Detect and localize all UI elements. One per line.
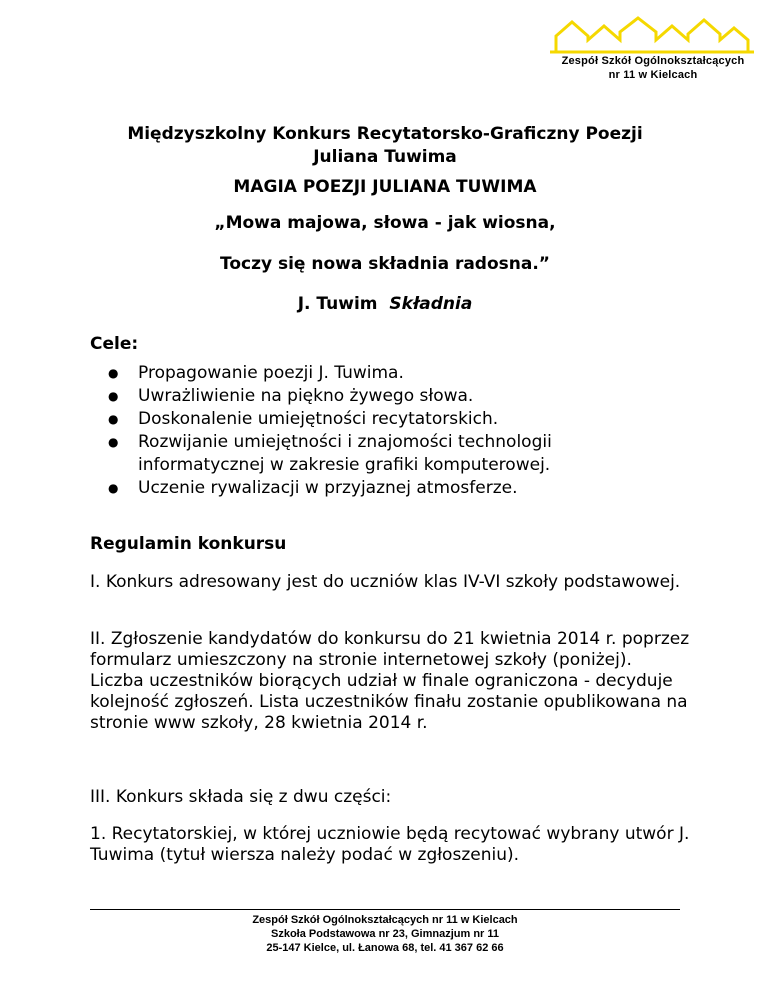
bullet-icon: ●	[108, 366, 119, 380]
goals-heading: Cele:	[90, 334, 139, 354]
rules-paragraph-4: 1. Recytatorskiej, w której uczniowie będą recytować wybrany utwór J. Tuwima (tytuł wiersza należy podać w zgłoszeniu).	[90, 824, 690, 865]
rules-heading: Regulamin konkursu	[90, 534, 287, 554]
rules-paragraph-2: II. Zgłoszenie kandydatów do konkursu do 21 kwietnia 2014 r. poprzez formularz umieszczony na stronie internetowej szkoły (poniżej). Liczba uczestników biorących udział w finale ograniczona - decyduje kolejność zgłoszeń. Lista uczestników finału zostanie opublikowana na stronie www szkoły, 28 kwietnia 2014 r.	[90, 629, 690, 733]
bullet-icon: ●	[108, 412, 119, 426]
list-item: ● Rozwijanie umiejętności i znajomości technologii informatycznej w zakresie grafiki komputerowej.	[108, 432, 552, 475]
quote-line-1: „Mowa majowa, słowa - jak wiosna,	[214, 213, 556, 233]
footer-line-3: 25-147 Kielce, ul. Łanowa 68, tel. 41 367 62 66	[266, 942, 504, 954]
school-logo	[548, 12, 758, 88]
bullet-icon: ●	[108, 435, 119, 449]
page-title-line-1: Międzyszkolny Konkurs Recytatorsko-Graficzny Poezji	[127, 124, 643, 144]
list-item: ● Doskonalenie umiejętności recytatorskich.	[108, 409, 499, 429]
list-item: ● Uwrażliwienie na piękno żywego słowa.	[108, 386, 474, 406]
quote-work-title: Składnia	[389, 294, 473, 314]
quote-author: J. Tuwim	[297, 294, 378, 314]
footer-line-2: Szkoła Podstawowa nr 23, Gimnazjum nr 11	[270, 928, 499, 940]
page-title	[90, 123, 680, 169]
rooftop-outline	[556, 18, 748, 52]
rooftops-logo-graphic	[548, 12, 758, 56]
bullet-icon: ●	[108, 481, 119, 495]
logo-line-1: Zespół Szkół Ogólnokształcących	[561, 55, 745, 67]
contest-subtitle: MAGIA POEZJI JULIANA TUWIMA	[233, 177, 537, 197]
quote-line-2: Toczy się nowa składnia radosna.”	[220, 254, 550, 274]
list-item: ● Uczenie rywalizacji w przyjaznej atmosferze.	[108, 478, 518, 498]
rules-paragraph-3: III. Konkurs składa się z dwu części:	[90, 787, 392, 807]
footer-line-1: Zespół Szkół Ogólnokształcących nr 11 w Kielcach	[252, 914, 518, 926]
list-item: ● Propagowanie poezji J. Tuwima.	[108, 363, 404, 383]
logo-line-2: nr 11 w Kielcach	[608, 69, 698, 81]
page-footer	[90, 913, 680, 955]
goals-list	[108, 362, 608, 500]
bullet-icon: ●	[108, 389, 119, 403]
rules-paragraph-1: I. Konkurs adresowany jest do uczniów klas IV-VI szkoły podstawowej.	[90, 572, 681, 592]
footer-divider	[90, 909, 680, 910]
quote-attribution	[90, 293, 680, 316]
page-title-line-2: Juliana Tuwima	[313, 147, 457, 167]
